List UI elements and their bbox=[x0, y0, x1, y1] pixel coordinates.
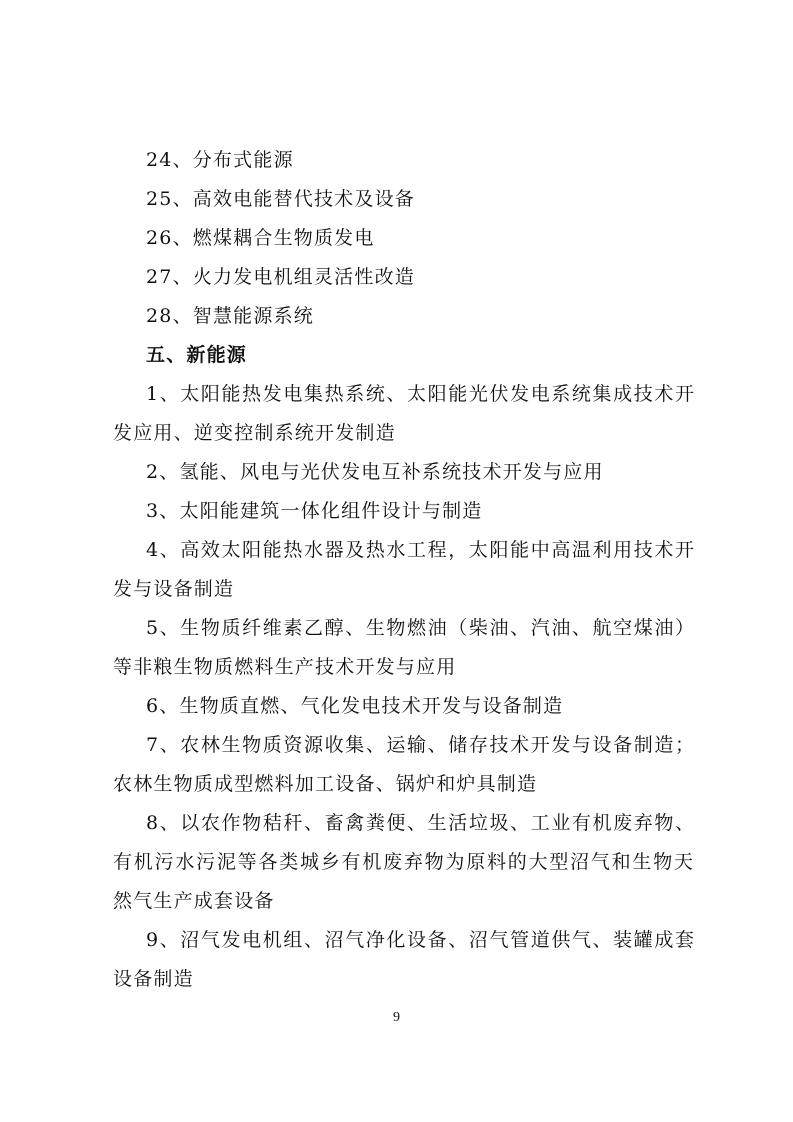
list-item-9-line-2: 设备制造 bbox=[113, 968, 194, 990]
list-item-25: 25、高效电能替代技术及设备 bbox=[146, 188, 415, 210]
list-item-6: 6、生物质直燃、气化发电技术开发与设备制造 bbox=[146, 695, 564, 717]
list-item-26: 26、燃煤耦合生物质发电 bbox=[146, 227, 375, 249]
list-item-1-line-1: 1、太阳能热发电集热系统、太阳能光伏发电系统集成技术开 bbox=[146, 383, 694, 405]
list-item-9-line-1: 9、沼气发电机组、沼气净化设备、沼气管道供气、装罐成套 bbox=[146, 929, 694, 951]
section-heading-new-energy: 五、新能源 bbox=[146, 344, 248, 366]
list-item-8-line-3: 然气生产成套设备 bbox=[113, 890, 275, 912]
list-item-3: 3、太阳能建筑一体化组件设计与制造 bbox=[146, 500, 483, 522]
list-item-5-line-2: 等非粮生物质燃料生产技术开发与应用 bbox=[113, 656, 457, 678]
list-item-2: 2、氢能、风电与光伏发电互补系统技术开发与应用 bbox=[146, 461, 604, 483]
list-item-7-line-1: 7、农林生物质资源收集、运输、储存技术开发与设备制造； bbox=[146, 734, 694, 756]
list-item-8-line-1: 8、以农作物秸秆、畜禽粪便、生活垃圾、工业有机废弃物、 bbox=[146, 812, 694, 834]
list-item-1-line-2: 发应用、逆变控制系统开发制造 bbox=[113, 422, 396, 444]
list-item-8-line-2: 有机污水污泥等各类城乡有机废弃物为原料的大型沼气和生物天 bbox=[113, 851, 693, 873]
list-item-4-line-2: 发与设备制造 bbox=[113, 578, 235, 600]
list-item-5-line-1: 5、生物质纤维素乙醇、生物燃油（柴油、汽油、航空煤油） bbox=[146, 617, 694, 639]
list-item-7-line-2: 农林生物质成型燃料加工设备、锅炉和炉具制造 bbox=[113, 773, 538, 795]
list-item-4-line-1: 4、高效太阳能热水器及热水工程，太阳能中高温利用技术开 bbox=[146, 539, 694, 561]
list-item-27: 27、火力发电机组灵活性改造 bbox=[146, 266, 415, 288]
list-item-28: 28、智慧能源系统 bbox=[146, 305, 314, 327]
page-number: 9 bbox=[393, 1010, 400, 1025]
list-item-24: 24、分布式能源 bbox=[146, 149, 294, 171]
